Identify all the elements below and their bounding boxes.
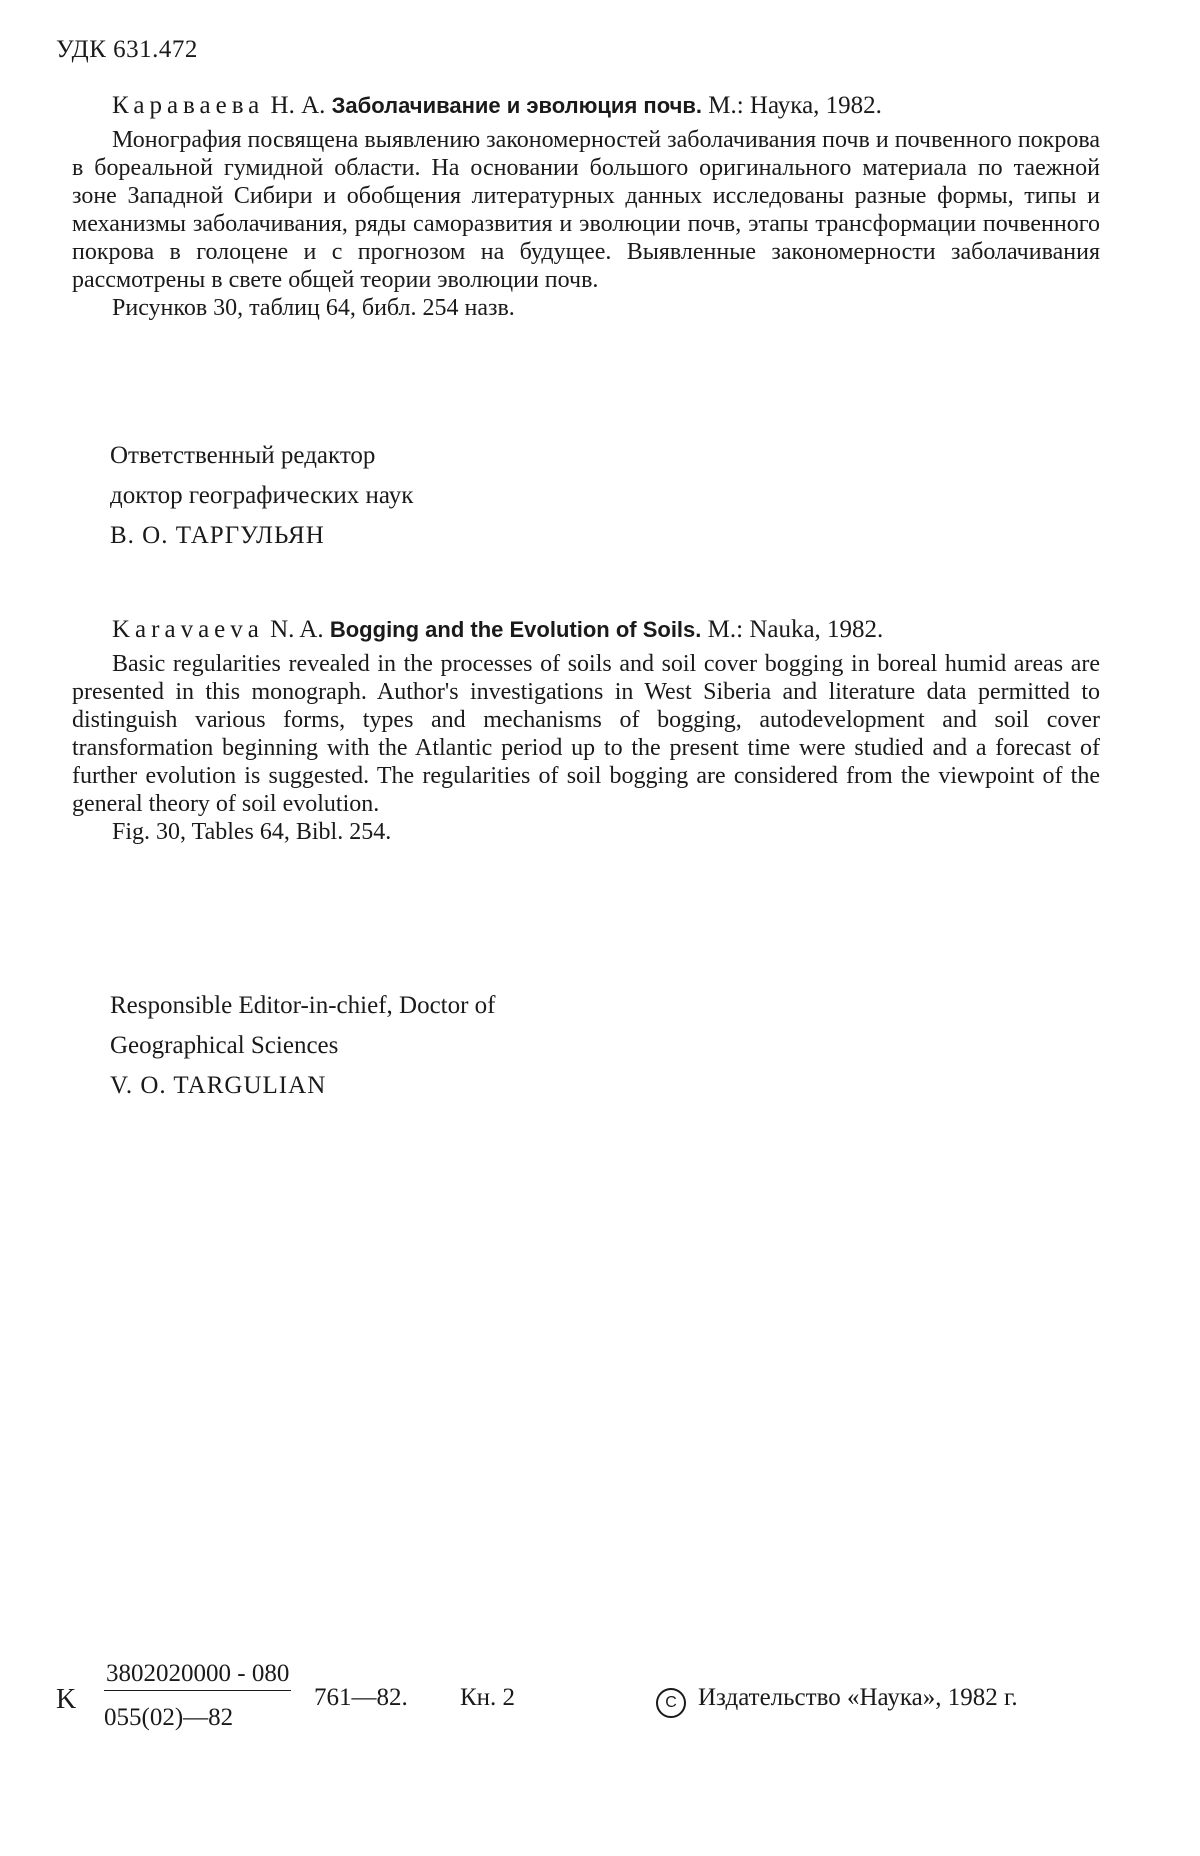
- imprint-number: 761—82.: [314, 1684, 408, 1711]
- copyright-text: Издательство «Наука», 1982 г.: [698, 1684, 1018, 1711]
- english-author-initials: N. A.: [270, 616, 324, 643]
- copyright-notice: [656, 1684, 1018, 1718]
- english-author: Karavaeva: [112, 616, 264, 643]
- russian-author-initials: Н. А.: [270, 92, 326, 119]
- russian-editor-block: [110, 436, 413, 556]
- russian-editor-name: В. О. ТАРГУЛЬЯН: [110, 522, 325, 549]
- russian-publisher: М.: Наука, 1982.: [708, 92, 882, 119]
- english-title: Bogging and the Evolution of Soils.: [329, 617, 702, 642]
- english-citation: [72, 616, 1100, 644]
- english-editor-degree: Geographical Sciences: [110, 1032, 339, 1059]
- english-editor-role: Responsible Editor-in-chief, Doctor of: [110, 992, 496, 1019]
- imprint-numerator: 3802020000 - 080: [104, 1660, 291, 1691]
- russian-reference-block: [72, 92, 1100, 322]
- russian-editor-role: Ответственный редактор: [110, 442, 376, 469]
- english-editor-block: [110, 986, 496, 1106]
- russian-author: Караваева: [112, 92, 265, 119]
- imprint-book: Кн. 2: [460, 1684, 516, 1711]
- copyright-icon: C: [656, 1688, 686, 1718]
- english-reference-block: [72, 616, 1100, 846]
- english-editor-name: V. O. TARGULIAN: [110, 1072, 327, 1099]
- udc-code: УДК 631.472: [56, 36, 198, 63]
- russian-citation: [72, 92, 1100, 120]
- imprint-letter: K: [56, 1684, 77, 1715]
- russian-title: Заболачивание и эволюция почв.: [331, 93, 702, 118]
- english-stats: Fig. 30, Tables 64, Bibl. 254.: [112, 819, 392, 845]
- imprint-denominator: 055(02)—82: [104, 1704, 234, 1731]
- english-publisher: M.: Nauka, 1982.: [707, 616, 884, 643]
- imprint-line: [56, 1660, 1116, 1740]
- russian-abstract: Монография посвящена выявлению закономерностей заболачивания почв и почвенного покрова в бореальной гумидной области. На основании большого оригинального материала по таежной зоне Западной Сибири и обобщения литературных данных исследованы разные формы, типы и механизмы заболачивания, ряды саморазвития и эволюции почв, этапы трансформации почвенного покрова в голоцене и с прогнозом на будущее. Выявленные закономерности заболачивания рассмотрены в свете общей теории эволюции почв.: [72, 127, 1100, 293]
- russian-stats: Рисунков 30, таблиц 64, библ. 254 назв.: [112, 295, 515, 321]
- english-abstract: Basic regularities revealed in the processes of soils and soil cover bogging in boreal humid areas are presented in this monograph. Author's investigations in West Siberia and literature data permitted to distinguish various forms, types and mechanisms of bogging, autodevelopment and soil cover transformation beginning with the Atlantic period up to the present time were studied and a forecast of further evolution is suggested. The regularities of soil bogging are considered from the viewpoint of the general theory of soil evolution.: [72, 651, 1100, 817]
- russian-editor-degree: доктор географических наук: [110, 482, 414, 509]
